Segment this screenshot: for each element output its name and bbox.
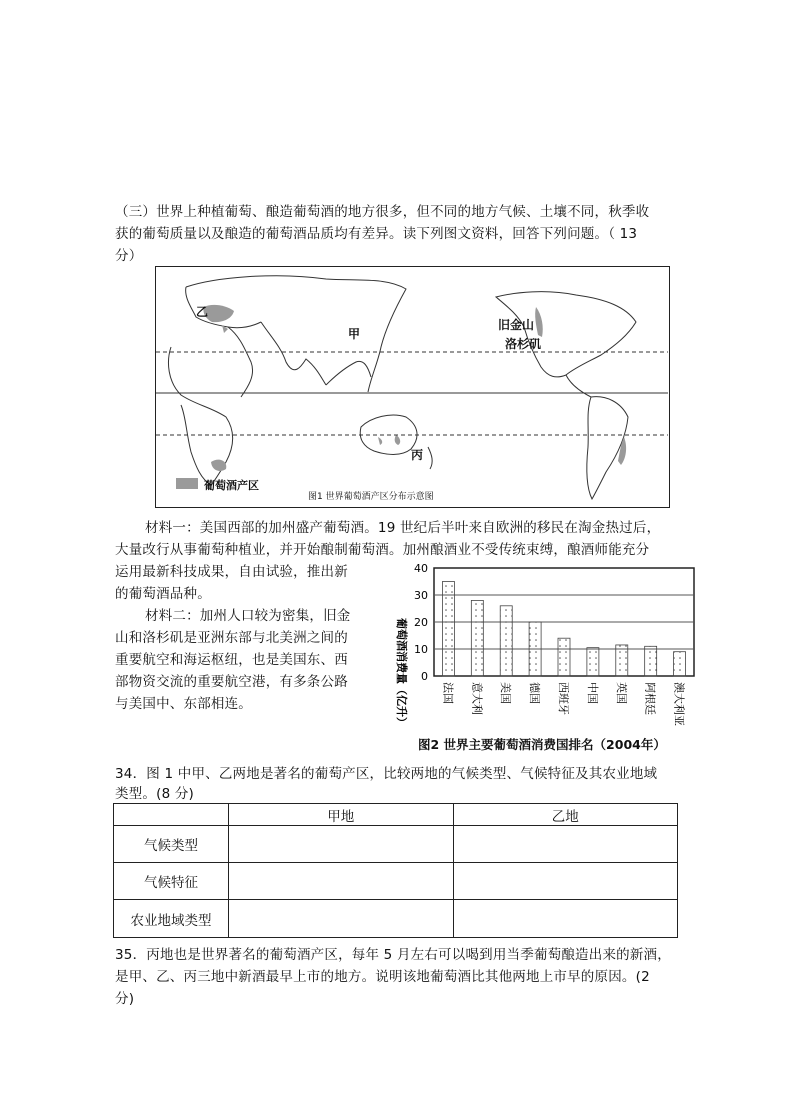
material-2-line-3: 重要航空和海运枢纽，也是美国东、西 — [115, 652, 348, 668]
header-yi: 乙地 — [453, 804, 678, 826]
q34-line-2: 类型。(8 分) — [115, 786, 195, 802]
chart-category-label: 英国 — [614, 682, 628, 704]
chart-category-label: 法国 — [441, 682, 455, 704]
row-label-agriculture-type: 农业地域类型 — [114, 900, 229, 938]
comparison-table — [113, 803, 678, 938]
row-label-climate-type: 气候类型 — [114, 826, 229, 863]
q35-line-2: 是甲、乙、丙三地中新酒最早上市的地方。说明该地葡萄酒比其他两地上市早的原因。(2 — [115, 969, 650, 985]
chart-title: 图2 世界主要葡萄酒消费国排名（2004年） — [418, 737, 666, 752]
region-yi — [203, 305, 234, 322]
cell-jia-climate-features[interactable] — [229, 863, 454, 900]
chart-bar — [500, 606, 512, 676]
header-jia: 甲地 — [229, 804, 454, 826]
material-2-line-4: 部物资交流的重要航空港，有多条公路 — [115, 674, 348, 690]
label-bing: 丙 — [411, 448, 424, 462]
chart-bar — [645, 646, 657, 676]
material-2-line-5: 与美国中、东部相连。 — [115, 696, 252, 712]
row-label-climate-features: 气候特征 — [114, 863, 229, 900]
legend-label: 葡萄酒产区 — [204, 479, 259, 492]
intro-line-1: （三）世界上种植葡萄、酿造葡萄酒的地方很多，但不同的地方气候、土壤不同，秋季收 — [115, 204, 650, 220]
map-caption: 图1 世界葡萄酒产区分布示意图 — [308, 492, 434, 502]
material-1-line-3: 运用最新科技成果，自由试验，推出新 — [115, 564, 348, 580]
material-1-line-4: 的葡萄酒品种。 — [115, 586, 211, 602]
chart-svg — [372, 560, 702, 760]
material-1-line-2: 大量改行从事葡萄种植业，并开始酿制葡萄酒。加州酿酒业不受传统束缚，酿酒师能充分 — [115, 542, 650, 558]
material-1-line-1: 材料一：美国西部的加州盛产葡萄酒。19 世纪后半叶来自欧洲的移民在淘金热过后， — [145, 520, 661, 536]
label-los-angeles: 洛杉矶 — [505, 337, 542, 351]
chart-bar — [529, 622, 541, 676]
chart-category-label: 阿根廷 — [643, 682, 657, 715]
chart-category-label: 美国 — [499, 682, 513, 704]
chart-ytick-label: 40 — [414, 562, 428, 575]
material-2-line-2: 山和洛杉矶是亚洲东部与北美洲之间的 — [115, 630, 348, 646]
chart-ylabel: 葡萄酒消费量（亿升） — [395, 618, 408, 728]
world-wine-map — [155, 266, 670, 508]
cell-yi-agriculture-type[interactable] — [453, 900, 678, 938]
chart-bar — [587, 648, 599, 676]
chart-bar — [616, 645, 628, 676]
intro-line-2: 获的葡萄质量以及酿造的葡萄酒品质均有差异。读下列图文资料，回答下列问题。（ 13 — [115, 226, 638, 242]
chart-category-label: 西班牙 — [557, 682, 570, 715]
table-corner — [114, 804, 229, 826]
cell-jia-climate-type[interactable] — [229, 826, 454, 863]
cell-yi-climate-type[interactable] — [453, 826, 678, 863]
region-california — [535, 307, 543, 337]
material-2-line-1: 材料二：加州人口较为密集，旧金 — [145, 608, 351, 624]
label-san-francisco: 旧金山 — [498, 318, 535, 332]
cell-yi-climate-features[interactable] — [453, 863, 678, 900]
chart-ytick-label: 20 — [414, 616, 428, 629]
chart-bar — [674, 652, 686, 676]
q35-line-1: 35．丙地也是世界著名的葡萄酒产区，每年 5 月左右可以喝到用当季葡萄酿造出来的新酒， — [115, 947, 671, 963]
chart-bar — [471, 600, 483, 676]
cell-jia-agriculture-type[interactable] — [229, 900, 454, 938]
chart-ytick-label: 30 — [414, 589, 428, 602]
wine-consumption-chart — [372, 560, 702, 760]
intro-line-3: 分） — [115, 248, 143, 264]
legend-swatch — [176, 478, 198, 489]
chart-category-label: 中国 — [585, 682, 599, 704]
region-bing — [395, 435, 400, 445]
chart-category-label: 德国 — [528, 682, 542, 704]
chart-category-label: 意大利 — [470, 682, 484, 715]
chart-category-label: 澳大利亚 — [672, 682, 686, 726]
chart-bar — [442, 582, 454, 677]
chart-bar — [558, 638, 570, 676]
q34-line-1: 34．图 1 中甲、乙两地是著名的葡萄产区，比较两地的气候类型、气候特征及其农业地域 — [115, 766, 658, 782]
label-yi: 乙 — [196, 305, 209, 319]
chart-ytick-label: 10 — [414, 643, 428, 656]
label-jia: 甲 — [348, 327, 361, 341]
q35-line-3: 分) — [115, 991, 135, 1007]
map-graphic — [156, 267, 668, 506]
chart-ytick-label: 0 — [421, 670, 428, 683]
